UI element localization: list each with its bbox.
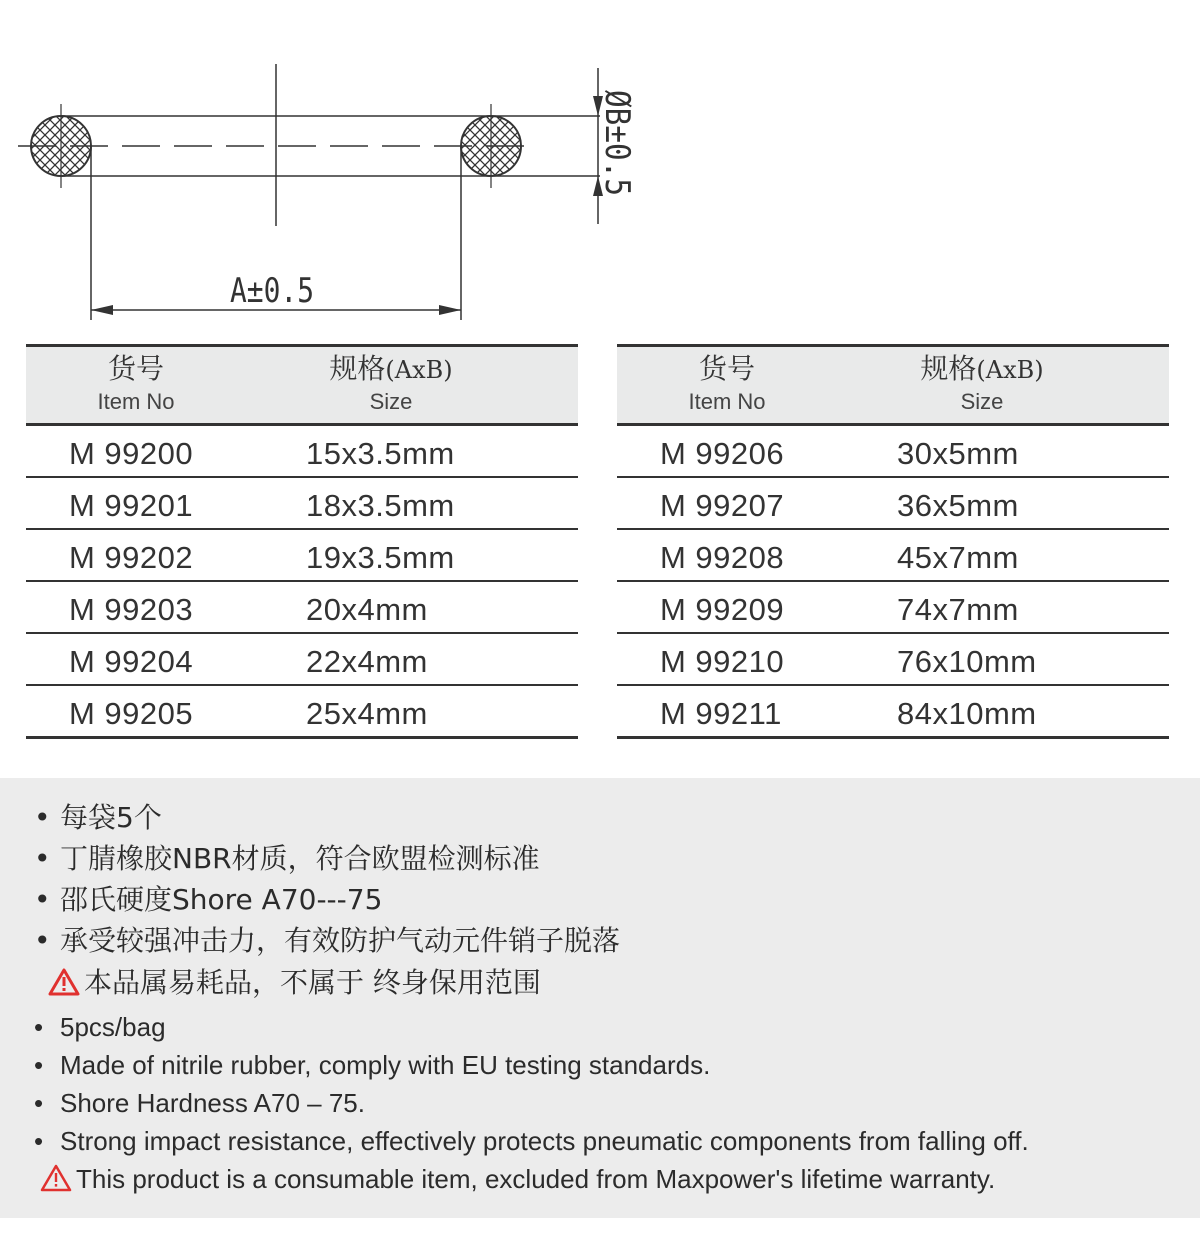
- size-header-en: Size: [369, 389, 413, 414]
- size-header-en: Size: [960, 389, 1004, 414]
- note-text: 5pcs/bag: [60, 1012, 166, 1042]
- item-no-header-zh: 货号: [107, 352, 164, 385]
- table-row: [617, 478, 1169, 530]
- size-header-zh-text: 规格: [329, 352, 386, 385]
- table-row: [26, 478, 578, 530]
- note-text: Strong impact resistance, effectively protects pneumatic components from falling off.: [60, 1126, 1029, 1156]
- item-no-header-zh: 货号: [698, 352, 755, 385]
- size-cell: 84x10mm: [897, 696, 1037, 731]
- table-row: [617, 426, 1169, 478]
- dim-a-arrow-right: [439, 305, 461, 315]
- item-no-cell: M 99208: [660, 540, 785, 575]
- size-header-zh-text: 规格: [920, 352, 977, 385]
- item-no-header-en: Item No: [688, 389, 766, 414]
- dim-a-arrow-left: [91, 305, 113, 315]
- note-en-item: [34, 1128, 1029, 1154]
- size-cell: 22x4mm: [306, 644, 428, 679]
- bullet: •: [34, 842, 51, 875]
- item-no-header-en: Item No: [97, 389, 175, 414]
- bullet: •: [34, 801, 51, 834]
- o-ring-dimension-drawing: [0, 0, 1200, 340]
- size-header-paren: (AxB): [385, 356, 453, 384]
- table-row: [617, 530, 1169, 582]
- warning-text-en: This product is a consumable item, excluded from Maxpower's lifetime warranty.: [76, 1164, 996, 1194]
- table-header: [617, 344, 1169, 426]
- warning-icon: [40, 1164, 72, 1192]
- table-row: [617, 582, 1169, 634]
- item-no-header: [81, 352, 191, 414]
- note-zh-item: [34, 924, 621, 957]
- size-cell: 20x4mm: [306, 592, 428, 627]
- table-row: [26, 634, 578, 686]
- table-header: [26, 344, 578, 426]
- size-cell: 36x5mm: [897, 488, 1019, 523]
- note-text: Made of nitrile rubber, comply with EU testing standards.: [60, 1050, 711, 1080]
- size-cell: 15x3.5mm: [306, 436, 455, 471]
- item-no-cell: M 99211: [660, 696, 782, 731]
- item-no-cell: M 99207: [660, 488, 785, 523]
- size-cell: 76x10mm: [897, 644, 1037, 679]
- warning-text-zh: 本品属易耗品，不属于 终身保用范围: [84, 966, 541, 999]
- table-row: [617, 634, 1169, 686]
- note-text: Shore Hardness A70 – 75.: [60, 1088, 365, 1118]
- note-text: 丁腈橡胶NBR材质，符合欧盟检测标准: [60, 842, 540, 875]
- note-zh-warning: [48, 968, 541, 997]
- dim-a-label: A±0.5: [230, 271, 314, 311]
- size-cell: 18x3.5mm: [306, 488, 455, 523]
- item-no-cell: M 99202: [69, 540, 194, 575]
- size-cell: 19x3.5mm: [306, 540, 455, 575]
- item-no-cell: M 99200: [69, 436, 194, 471]
- size-header-zh: [306, 352, 476, 385]
- table-row: [617, 686, 1169, 739]
- dim-b-label: ØB±0.5: [597, 90, 637, 213]
- note-en-item: [34, 1090, 365, 1116]
- item-no-header: [672, 352, 782, 414]
- note-zh-item: [34, 801, 162, 834]
- item-no-cell: M 99210: [660, 644, 785, 679]
- item-no-cell: M 99209: [660, 592, 785, 627]
- note-en-item: [34, 1052, 710, 1078]
- warning-icon: [48, 968, 80, 996]
- table-row: [26, 582, 578, 634]
- note-text: 邵氏硬度Shore A70---75: [60, 883, 383, 916]
- spec-table-right: [617, 344, 1169, 739]
- table-row: [26, 686, 578, 739]
- item-no-cell: M 99203: [69, 592, 194, 627]
- size-cell: 74x7mm: [897, 592, 1019, 627]
- bullet: •: [34, 1126, 44, 1156]
- item-no-cell: M 99205: [69, 696, 194, 731]
- size-header: [306, 352, 476, 414]
- note-zh-item: [34, 842, 540, 875]
- item-no-cell: M 99201: [69, 488, 194, 523]
- note-en-item: [34, 1014, 166, 1040]
- note-zh-item: [34, 883, 383, 916]
- table-row: [26, 426, 578, 478]
- product-notes-panel: [0, 778, 1200, 1218]
- size-header: [897, 352, 1067, 414]
- size-header-zh: [897, 352, 1067, 385]
- item-no-cell: M 99206: [660, 436, 785, 471]
- size-header-paren: (AxB): [976, 356, 1044, 384]
- note-en-warning: [40, 1164, 995, 1192]
- size-cell: 45x7mm: [897, 540, 1019, 575]
- bullet: •: [34, 924, 51, 957]
- bullet: •: [34, 1088, 44, 1118]
- bullet: •: [34, 1050, 44, 1080]
- table-row: [26, 530, 578, 582]
- note-text: 承受较强冲击力，有效防护气动元件销子脱落: [60, 924, 621, 957]
- item-no-cell: M 99204: [69, 644, 194, 679]
- bullet: •: [34, 1012, 44, 1042]
- spec-table-left: [26, 344, 578, 739]
- bullet: •: [34, 883, 51, 916]
- size-cell: 25x4mm: [306, 696, 428, 731]
- note-text: 每袋5个: [60, 801, 162, 834]
- size-cell: 30x5mm: [897, 436, 1019, 471]
